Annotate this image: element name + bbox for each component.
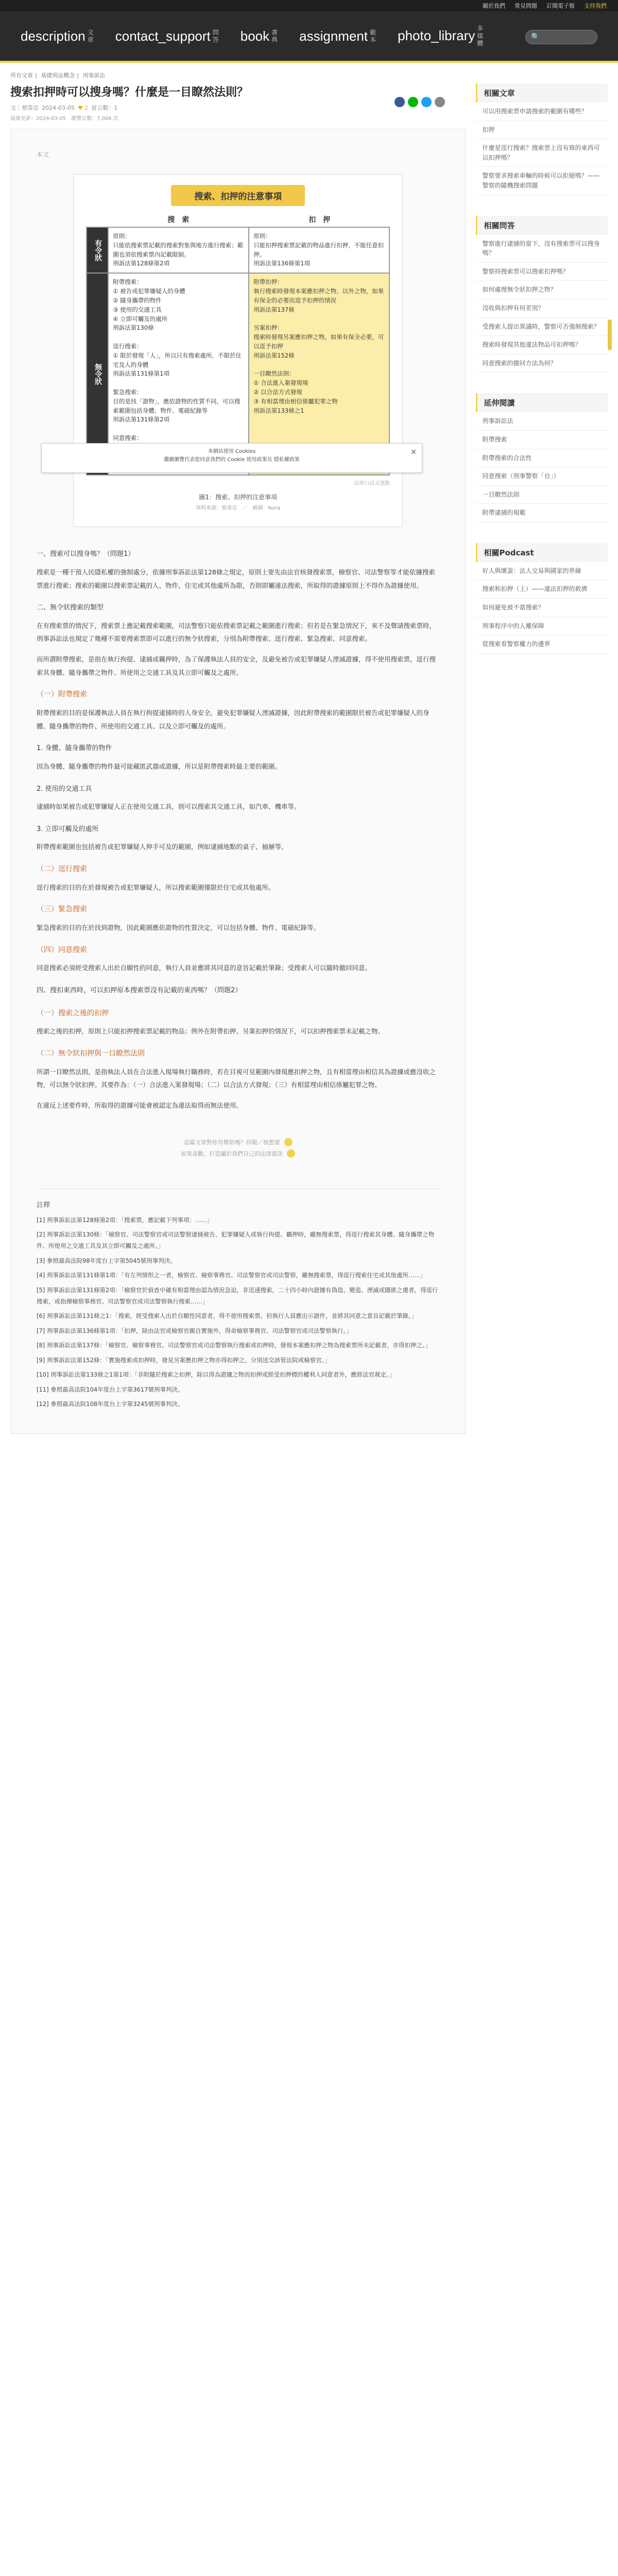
figure-search-seizure (73, 174, 403, 527)
footnote-item: [12] 參照最高法院108年度台上字第3245號刑事判決。 (37, 1400, 184, 1408)
related-qa (476, 216, 608, 373)
breadcrumb-item[interactable]: 刑事訴訟 (82, 72, 106, 79)
sidebar-title: 延伸閱讀 (476, 393, 608, 412)
feedback-row (181, 1149, 295, 1158)
footnote-item: [6] 刑事訴訟法第131條之1：「搜索，經受搜索人出於自願性同意者，得不使用搜索票。但執行人員應出示證件，並將其同意之意旨記載於筆錄。」 (37, 1312, 418, 1320)
nav-icon-label: book (240, 28, 270, 44)
footnotes (37, 1189, 439, 1410)
paragraph: 在有搜索票的情況下，搜索票上應記載搜索範圍，司法警察只能依搜索票記載之範圍進行搜索；但若是在緊急情況下，來不及聲請搜索票時，刑事訴訟法也規定了幾種不需要搜索票即可以進行的無令狀搜索，分別為附帶搜索、逕行搜索、緊急搜索、同意搜索。 (37, 621, 436, 643)
figure-cell: 附帶搜索： ① 被告或犯罪嫌疑人的身體 ② 隨身攜帶的物件 ③ 使用的交通工具 ④ 立即可觸及的處所 刑訴法第130條 逕行搜索： ① 限於發現「人」，所以只有搜索處所，不限於住宅及人的身體 刑訴法第131條第1項 緊急搜索： 目的是找「證物」，應依證物的性質不同，可以搜索範圍包括身體、物件、電磁紀錄等 刑訴法第131條第2項 同意搜索： (108, 273, 249, 475)
cookie-title: 本網站使用 Cookies (208, 449, 256, 454)
breadcrumb-sep: | (35, 72, 37, 79)
sidebar-link[interactable]: 附帶搜索 (476, 431, 608, 449)
paragraph: 同意搜索必須經受搜索人出於自願性的同意，執行人員並應將其同意的意旨記載於筆錄；受搜索人可以隨時撤回同意。 (37, 964, 372, 972)
paragraph: 附帶搜索的目的是保護執法人員在執行拘提逮捕時的人身安全，避免犯罪嫌疑人湮滅證據，因此附帶搜索的範圍限於被告或犯罪嫌疑人的身體、隨身攜帶的物件、所使用的交通工具、以及立即可觸及的處所。 (37, 709, 430, 730)
article-body (10, 129, 466, 1434)
subsection-heading: （二）逕行搜索 (37, 865, 87, 874)
paragraph: 所謂一目瞭然法則，是指執法人員在合法進入現場執行職務時，若在目視可見範圍內發現應扣押之物，且有相當理由相信其為證據或應沒收之物，可以無令狀扣押。其要件為：（一）合法進入案發現場；（二）以合法方式發現；（三）有相當理由相信係屬犯罪之物。 (37, 1067, 436, 1089)
cookie-text: 繼續瀏覽代表您同意我們的 Cookie 使用政策及 隱私權政策 (164, 457, 300, 463)
paragraph: 逕行搜索的目的在於發現被告或犯罪嫌疑人，所以搜索範圍僅限於住宅或其他處所。 (37, 883, 275, 891)
sidebar-title: 相關文章 (476, 83, 608, 103)
sidebar-link[interactable]: 從搜索看警察權力的邊界 (476, 635, 608, 654)
page-title: 搜索扣押時可以搜身嗎？什麼是一目瞭然法則？ (10, 86, 249, 99)
like-count[interactable]: ♥ 2 (77, 104, 89, 111)
nav-icon-label: assignment (299, 28, 368, 44)
sidebar-link[interactable]: 刑事程序中的人權保障 (476, 617, 608, 636)
comment-count: 留言數：1 (91, 105, 118, 111)
article-text (37, 548, 439, 1112)
feedback-question: 這篇文章對你有幫助嗎？回報／我想要 (183, 1139, 280, 1146)
sidebar-link[interactable]: 什麼是逕行搜索？搜索票上沒有寫的東西可以扣押嗎？ (476, 139, 608, 167)
link-icon[interactable] (435, 97, 445, 107)
sidebar-link[interactable]: 搜索時發現其他違法物品可扣押嗎？ (476, 336, 608, 354)
figure-col-search: 搜 索 (167, 216, 190, 224)
sidebar-link[interactable]: 一目瞭然法則 (476, 486, 608, 504)
sidebar-list (476, 235, 608, 373)
topbar-link-faq[interactable]: 常見問題 (514, 3, 537, 9)
feedback-icon[interactable] (284, 1138, 293, 1146)
sidebar-link[interactable]: 好人與壞蛋：法人交易與國家的界線 (476, 562, 608, 581)
figure-col-seize: 扣 押 (308, 216, 331, 224)
sidebar-list (476, 562, 608, 654)
figure-header (86, 214, 390, 225)
footnote-item: [9] 刑事訴訟法第152條：「實施搜索或扣押時，發見另案應扣押之物亦得扣押之，分別送交該管法院或檢察官。」 (37, 1356, 331, 1364)
nav-label: 問答 (212, 28, 219, 43)
sidebar-title: 相關Podcast (476, 543, 608, 562)
nav-label: 範本 (370, 28, 376, 43)
figure-cell: 附帶扣押： 執行搜索時發現本案應扣押之物，以外之物，如果有保全的必要而逕予扣押的情況 刑訴法第137條 另案扣押： 搜索時發現另案應扣押之物，如果有保全必要，可以逕予扣押 刑訴法第152條 一目瞭然法則： ① 合法進入案發現場 ② 以合法方式發現 ③ 有相當理由相信係屬犯罪之物 刑訴法第133條之1 (249, 273, 389, 475)
figure-source: 資料來源：蔡霈亞 ／ 繪圖：Nora (196, 505, 281, 512)
figure-title: 搜索、扣押的注意事項 (171, 185, 305, 206)
subsection-heading: （三）緊急搜索 (37, 905, 87, 914)
footnote-item: [2] 刑事訴訟法第130條：「檢察官、司法警察官或司法警察逮捕被告、犯罪嫌疑人或執行拘提、羈押時，雖無搜索票，得逕行搜索其身體、隨身攜帶之物件、所使用之交通工具及其立即可觸及之處所。」 (37, 1230, 435, 1250)
nav-item-templates[interactable] (299, 28, 377, 44)
main-nav (0, 11, 618, 63)
sidebar-link[interactable]: 同意搜索的撤回方法為何？ (476, 354, 608, 373)
subsection-heading: （一）搜索之後的扣押 (37, 1009, 109, 1018)
footnote-item: [4] 刑事訴訟法第131條第1項：「有左列情形之一者，檢察官、檢察事務官、司法警察官或司法警察，雖無搜索票，得逕行搜索住宅或其他處所……」 (37, 1272, 426, 1279)
breadcrumb (10, 71, 466, 79)
search-input[interactable] (525, 30, 597, 44)
item-heading: 1. 身體、隨身攜帶的物件 (37, 744, 112, 753)
breadcrumb-sep: | (77, 72, 79, 79)
figure-table (86, 227, 390, 476)
paragraph: 附帶搜索範圍也包括被告或犯罪嫌疑人伸手可及的範圍，例如逮捕地點的桌子、抽屜等。 (37, 843, 288, 851)
paragraph: 在違反上述要件時，所取得的證據可能會被認定為違法取得而無法使用。 (37, 1101, 243, 1109)
sidebar-link[interactable]: 沒收與扣押有何差別？ (476, 299, 608, 318)
section-heading: 二、無令狀搜索的類型 (37, 604, 104, 612)
section-heading: 一、搜索可以搜身嗎？（問題1） (37, 550, 135, 558)
twitter-icon[interactable] (421, 97, 432, 107)
topbar-link-about[interactable]: 關於我們 (483, 3, 505, 9)
topbar-link-newsletter[interactable]: 訂閱電子報 (546, 3, 575, 9)
facebook-icon[interactable] (394, 97, 405, 107)
footnotes-list (37, 1214, 439, 1410)
further-reading (476, 393, 608, 522)
date: 2024-03-05 (42, 104, 75, 111)
figure-cell: 原則： 只能扣押搜索票記載的物品進行扣押，不能任意扣押。 刑訴法第136條第1項 (249, 227, 389, 273)
sidebar-link[interactable]: 警察要求搜索車輛的時候可以拒絕嗎？——警察的隨機搜索問題 (476, 167, 608, 195)
topbar-link-support[interactable]: 支持我們 (584, 3, 607, 9)
search-icon: 🔍 (531, 33, 540, 41)
figure-cell: 原則： 只能依搜索票記載的搜索對象與地方進行搜索；範圍也須依搜索票內記載限制。 刑訴法第128條第2項 (108, 227, 249, 273)
nav-icon-label: photo_library (398, 28, 475, 44)
sidebar (476, 63, 608, 1434)
subsection-heading: （四）同意搜索 (37, 945, 87, 954)
sidebar-link[interactable]: 如何處理無令狀扣押之物？ (476, 281, 608, 299)
figure-header-blank (86, 214, 108, 225)
footnote-item: [8] 刑事訴訟法第137條：「檢察官、檢察事務官、司法警察官或司法警察執行搜索或扣押時，發現本案應扣押之物為搜索票所未記載者，亦得扣押之。」 (37, 1342, 432, 1349)
nav-item-media[interactable] (398, 25, 484, 47)
nav-label: 文章 (87, 28, 94, 43)
sidebar-scroll-handle[interactable] (608, 319, 612, 350)
sidebar-link[interactable]: 受搜索人提出異議時，警察可否強制搜索？ (476, 318, 608, 336)
feedback-row (184, 1138, 293, 1146)
related-podcast (476, 543, 608, 654)
sidebar-link[interactable]: 警察進行逮捕的當下，沒有搜索票可以搜身嗎？ (476, 235, 608, 263)
footnote-item: [7] 刑事訴訟法第136條第1項：「扣押，除由法官或檢察官親自實施外，得命檢察事務官、司法警察官或司法警察執行。」 (37, 1327, 352, 1334)
figure-credit: 法律白話文運動 (354, 481, 390, 487)
footnote-item: [10] 刑事訴訟法第133條之1第1項：「非附隨於搜索之扣押，除以得為證據之物而扣押或經受扣押標的權利人同意者外，應經法官裁定。」 (37, 1371, 396, 1379)
sidebar-link[interactable]: 警察持搜索票可以搜索扣押嗎？ (476, 263, 608, 281)
item-heading: 3. 立即可觸及的處所 (37, 825, 99, 833)
nav-icon-label: description (21, 28, 85, 44)
feedback-box (37, 1138, 439, 1158)
nav-label: 多媒體 (477, 25, 484, 47)
nav-label: 書典 (271, 28, 278, 43)
nav-item-qa[interactable] (115, 28, 220, 44)
share-buttons (394, 97, 445, 107)
paragraph: 搜索是一種干預人民隱私權的強制處分，依據刑事訴訟法第128條之規定，原則上要先由法官核發搜索票，檢察官、司法警察等才能依據搜索票進行搜索；搜索的範圍以搜索票記載的人、物件、住宅或其他處所為限，否則即屬違法搜索，所取得的證據原則上不得作為證據使用。 (37, 568, 435, 589)
figure-caption: 圖1：搜索、扣押的注意事項 (199, 494, 278, 501)
subsection-heading: （一）附帶搜索 (37, 690, 87, 699)
breadcrumb-item[interactable]: 所有文章 (10, 72, 33, 79)
paragraph: 因為身體、隨身攜帶的物件最可能藏匿武器或證據，所以是附帶搜索時最主要的範圍。 (37, 762, 282, 770)
sidebar-title: 相關問答 (476, 216, 608, 235)
nav-icon-label: contact_support (115, 28, 211, 44)
sidebar-link[interactable]: 附帶搜索的合法性 (476, 449, 608, 468)
footnote-item: [1] 刑事訴訟法第128條第2項：「搜索票，應記載下列事項：……」 (37, 1216, 213, 1224)
paragraph: 緊急搜索的目的在於找到證物，因此範圍應依證物的性質決定，可以包括身體、物件、電磁紀錄等。 (37, 924, 320, 932)
like-count-value: 2 (84, 104, 89, 111)
nav-item-articles[interactable] (21, 28, 95, 44)
paragraph: 逮捕時如果被告或犯罪嫌疑人正在使用交通工具，則可以搜索其交通工具，如汽車、機車等。 (37, 803, 301, 811)
footnote-item: [5] 刑事訴訟法第131條第2項：「檢察官於偵查中確有相當理由認為情況急迫，非迅速搜索，二十四小時內證據有偽造、變造、湮滅或隱匿之虞者，得逕行搜索，或指揮檢察事務官、司法警察官或司法警察執行搜索……」 (37, 1286, 438, 1306)
breadcrumb-item[interactable]: 基礎刑法概念 (41, 72, 75, 79)
line-icon[interactable] (408, 97, 418, 107)
footnote-item: [11] 參照最高法院104年度台上字第3617號刑事判決。 (37, 1385, 184, 1393)
main-column (10, 63, 466, 1434)
item-heading: 2. 使用的交通工具 (37, 785, 92, 793)
related-articles (476, 83, 608, 195)
paragraph: 而所謂附帶搜索，是指在執行拘提、逮捕或羈押時，為了保護執法人員的安全，及避免被告或犯罪嫌疑人湮滅證據，得不使用搜索票，逕行搜索其身體、隨身攜帶之物件、所使用之交通工具及其立即可觸及之處所。 (37, 655, 436, 676)
sidebar-link[interactable]: 同意搜索（刑事警察「自」） (476, 467, 608, 486)
section-heading: 四、搜扣東西時，可以扣押原本搜索票沒有記載的東西嗎？（問題2） (37, 987, 242, 995)
footnote-item: [3] 參照最高法院98年度台上字第5045號刑事判決。 (37, 1257, 176, 1264)
sidebar-link[interactable]: 如何避免被不當搜索？ (476, 599, 608, 617)
sidebar-list (476, 412, 608, 522)
sidebar-link[interactable]: 附帶逮捕的規範 (476, 504, 608, 522)
footnotes-title: 註釋 (37, 1201, 50, 1209)
subsection-heading: （二）無令狀扣押與一目瞭然法則 (37, 1049, 145, 1058)
figure-row-label: 無令狀 (87, 273, 108, 475)
sidebar-list (476, 103, 608, 195)
figure-row-label: 有令狀 (87, 227, 108, 273)
paragraph: 搜索之後的扣押，原則上只能扣押搜索票記載的物品；例外在附帶扣押、另案扣押的情況下，可以扣押搜索票未記載之物。 (37, 1027, 385, 1036)
nav-item-books[interactable] (241, 28, 279, 44)
article-label: 本文 (37, 151, 49, 158)
cookie-banner (41, 443, 422, 473)
feedback-cta: 如果喜歡，打造屬於我們自己的法律資訊 (181, 1150, 283, 1157)
support-icon[interactable] (287, 1149, 295, 1158)
sidebar-link[interactable]: 刑事訴訟法 (476, 412, 608, 431)
close-icon[interactable]: ✕ (410, 448, 417, 456)
sidebar-link[interactable]: 可以用搜索票申請搜索的範圍有哪些？ (476, 103, 608, 121)
article-stats: 最後更新：2024-03-05 瀏覽次數：7,006 次 (10, 116, 118, 122)
sidebar-link[interactable]: 搜索和扣押（上）——違法扣押的救濟 (476, 580, 608, 599)
sidebar-link[interactable]: 扣押 (476, 121, 608, 140)
page-layout (0, 63, 618, 1434)
author: 文｜蔡霈亞 (10, 105, 39, 111)
top-bar (0, 0, 618, 11)
